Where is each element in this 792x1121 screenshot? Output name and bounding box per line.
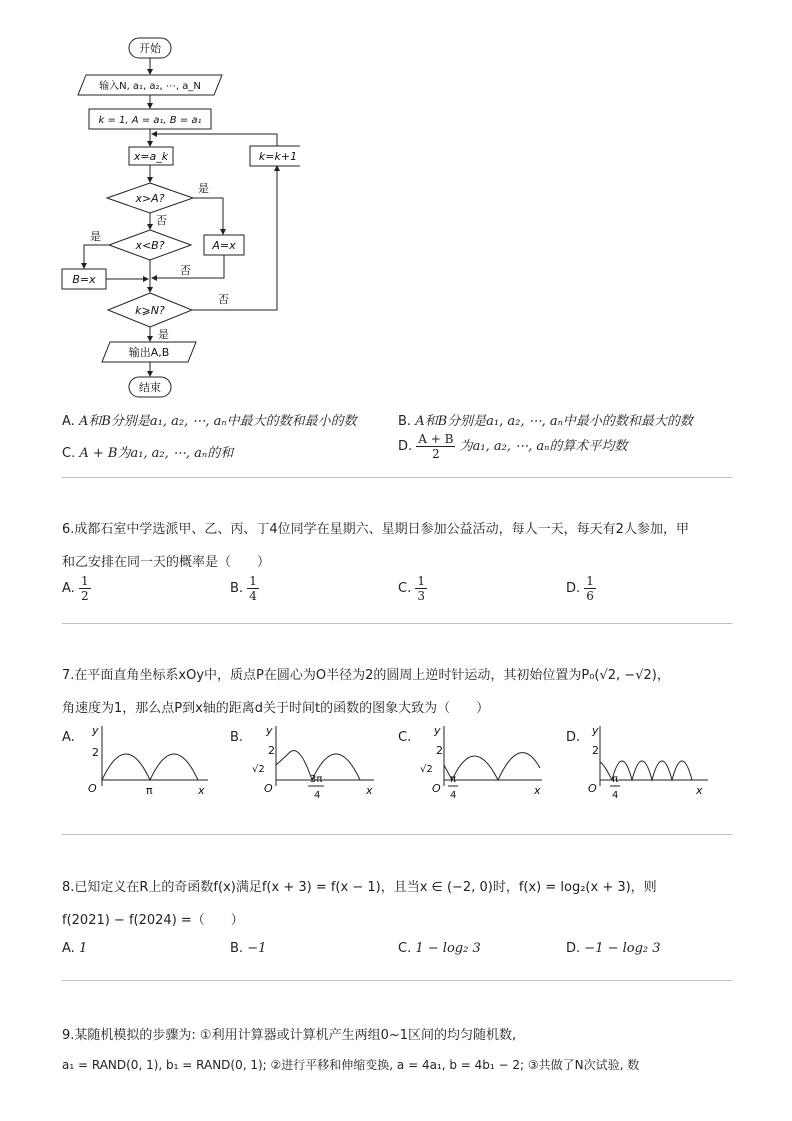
q7-graph-a[interactable]: [84, 720, 214, 820]
q6-stem-line1: 6.成都石室中学选派甲、乙、丙、丁4位同学在星期六、星期日参加公益活动，每人一天，每天有2人参加，甲: [62, 522, 689, 537]
end-text: 结束: [139, 381, 161, 394]
q5-option-d-fraction: $\frac{A + B}{2}$: [418, 432, 454, 461]
q9-stem-line1: 9.某随机模拟的步骤为: ①利用计算器或计算机产生两组0~1区间的均匀随机数,: [62, 1028, 517, 1043]
q5-option-d-text: 为a₁, a₂, ⋯, aₙ的算术平均数: [459, 439, 628, 454]
assign-x-text: x=a_k: [133, 150, 169, 163]
q5-option-a-text: A和B分别是a₁, a₂, ⋯, aₙ中最大的数和最小的数: [78, 414, 357, 429]
input-text: 输入N, a₁, a₂, ⋯, a_N: [99, 81, 201, 92]
svg-text:2: 2: [92, 746, 99, 759]
q8-option-a[interactable]: A. 1: [62, 941, 88, 956]
svg-text:O: O: [264, 782, 273, 795]
svg-text:3π: 3π: [310, 774, 323, 785]
svg-text:4: 4: [612, 790, 619, 801]
svg-text:x: x: [534, 784, 541, 797]
q8-stem-line1: 8.已知定义在R上的奇函数f(x)满足f(x + 3) = f(x − 1)，且当x ∈ (−2, 0)时，f(x) = log₂(x + 3)，则: [62, 880, 657, 895]
svg-text:√2: √2: [252, 764, 265, 775]
q7-option-d-label[interactable]: D.: [566, 730, 581, 745]
divider: [62, 834, 732, 835]
cond1-yes-label: 是: [198, 182, 209, 195]
q6-option-d[interactable]: D. $\frac{1}{6}$: [566, 574, 594, 603]
q5-option-c-text: A + B为a₁, a₂, ⋯, aₙ的和: [79, 446, 234, 461]
q5-option-d[interactable]: D. $\frac{A + B}{2}$ 为a₁, a₂, ⋯, aₙ的算术平均数: [398, 432, 628, 461]
svg-text:y: y: [592, 724, 599, 737]
q8-option-c[interactable]: C. 1 − log₂ 3: [398, 941, 481, 956]
q5-option-b[interactable]: B. A和B分别是a₁, a₂, ⋯, aₙ中最小的数和最大的数: [398, 414, 693, 429]
q6-option-b[interactable]: B. $\frac{1}{4}$: [230, 574, 257, 603]
q7-option-b-label[interactable]: B.: [230, 730, 244, 745]
svg-text:2: 2: [436, 744, 443, 757]
svg-text:4: 4: [450, 790, 457, 801]
svg-text:O: O: [588, 782, 597, 795]
svg-text:x: x: [366, 784, 373, 797]
divider: [62, 980, 732, 981]
svg-text:x: x: [198, 784, 205, 797]
q6-option-c[interactable]: C. $\frac{1}{3}$: [398, 574, 425, 603]
q7-option-c-label[interactable]: C.: [398, 730, 412, 745]
cond2-text: x<B?: [135, 239, 165, 252]
svg-text:√2: √2: [420, 764, 433, 775]
svg-text:x: x: [696, 784, 703, 797]
cond2-no-label: 否: [180, 264, 191, 277]
q7-graph-c[interactable]: [418, 720, 548, 820]
set-A-text: A=x: [212, 239, 236, 252]
q7-stem-line1: 7.在平面直角坐标系xOy中，质点P在圆心为O半径为2的圆周上逆时针运动，其初始位置为P₀(√2, −√2)，: [62, 668, 670, 683]
cond3-no-label: 否: [218, 293, 229, 306]
set-B-text: B=x: [72, 273, 96, 286]
q7-graph-b[interactable]: [250, 720, 380, 820]
svg-text:π: π: [146, 784, 153, 797]
q9-stem-line2: a₁ = RAND(0, 1), b₁ = RAND(0, 1); ②进行平移和伸缩变换, a = 4a₁, b = 4b₁ − 2; ③共做了N次试验, 数: [62, 1058, 640, 1072]
cond1-no-label: 否: [156, 214, 167, 227]
q5-option-b-text: A和B分别是a₁, a₂, ⋯, aₙ中最小的数和最大的数: [415, 414, 693, 429]
divider: [62, 623, 732, 624]
svg-text:π: π: [450, 774, 457, 785]
q5-option-c[interactable]: C. A + B为a₁, a₂, ⋯, aₙ的和: [62, 446, 234, 461]
q6-option-a[interactable]: A. $\frac{1}{2}$: [62, 574, 89, 603]
svg-text:4: 4: [314, 790, 321, 801]
svg-text:y: y: [92, 724, 99, 737]
q7-graph-d[interactable]: [584, 720, 714, 820]
q7-option-a-label[interactable]: A.: [62, 730, 75, 745]
q5-option-a[interactable]: A. A和B分别是a₁, a₂, ⋯, aₙ中最大的数和最小的数: [62, 414, 357, 429]
cond3-yes-label: 是: [158, 328, 169, 341]
svg-text:y: y: [266, 724, 273, 737]
q7-stem-line2: 角速度为1，那么点P到x轴的距离d关于时间t的函数的图象大致为（ ）: [62, 701, 490, 716]
svg-text:O: O: [432, 782, 441, 795]
q6-stem-line2: 和乙安排在同一天的概率是（ ）: [62, 555, 271, 570]
start-text: 开始: [139, 42, 161, 55]
svg-text:π: π: [612, 774, 619, 785]
output-text: 输出A,B: [128, 346, 170, 359]
flowchart: [0, 0, 300, 405]
cond3-text: k⩾N?: [135, 304, 165, 317]
inc-k-text: k=k+1: [258, 150, 298, 163]
init-text: k = 1, A = a₁, B = a₁: [98, 115, 202, 126]
cond1-text: x>A?: [135, 192, 165, 205]
q8-option-d[interactable]: D. −1 − log₂ 3: [566, 941, 661, 956]
cond2-yes-label: 是: [90, 230, 101, 243]
divider: [62, 477, 732, 478]
svg-text:y: y: [434, 724, 441, 737]
q8-option-b[interactable]: B. −1: [230, 941, 267, 956]
svg-text:2: 2: [592, 744, 599, 757]
svg-text:2: 2: [268, 744, 275, 757]
q8-stem-line2: f(2021) − f(2024) =（ ）: [62, 913, 244, 928]
svg-text:O: O: [88, 782, 97, 795]
